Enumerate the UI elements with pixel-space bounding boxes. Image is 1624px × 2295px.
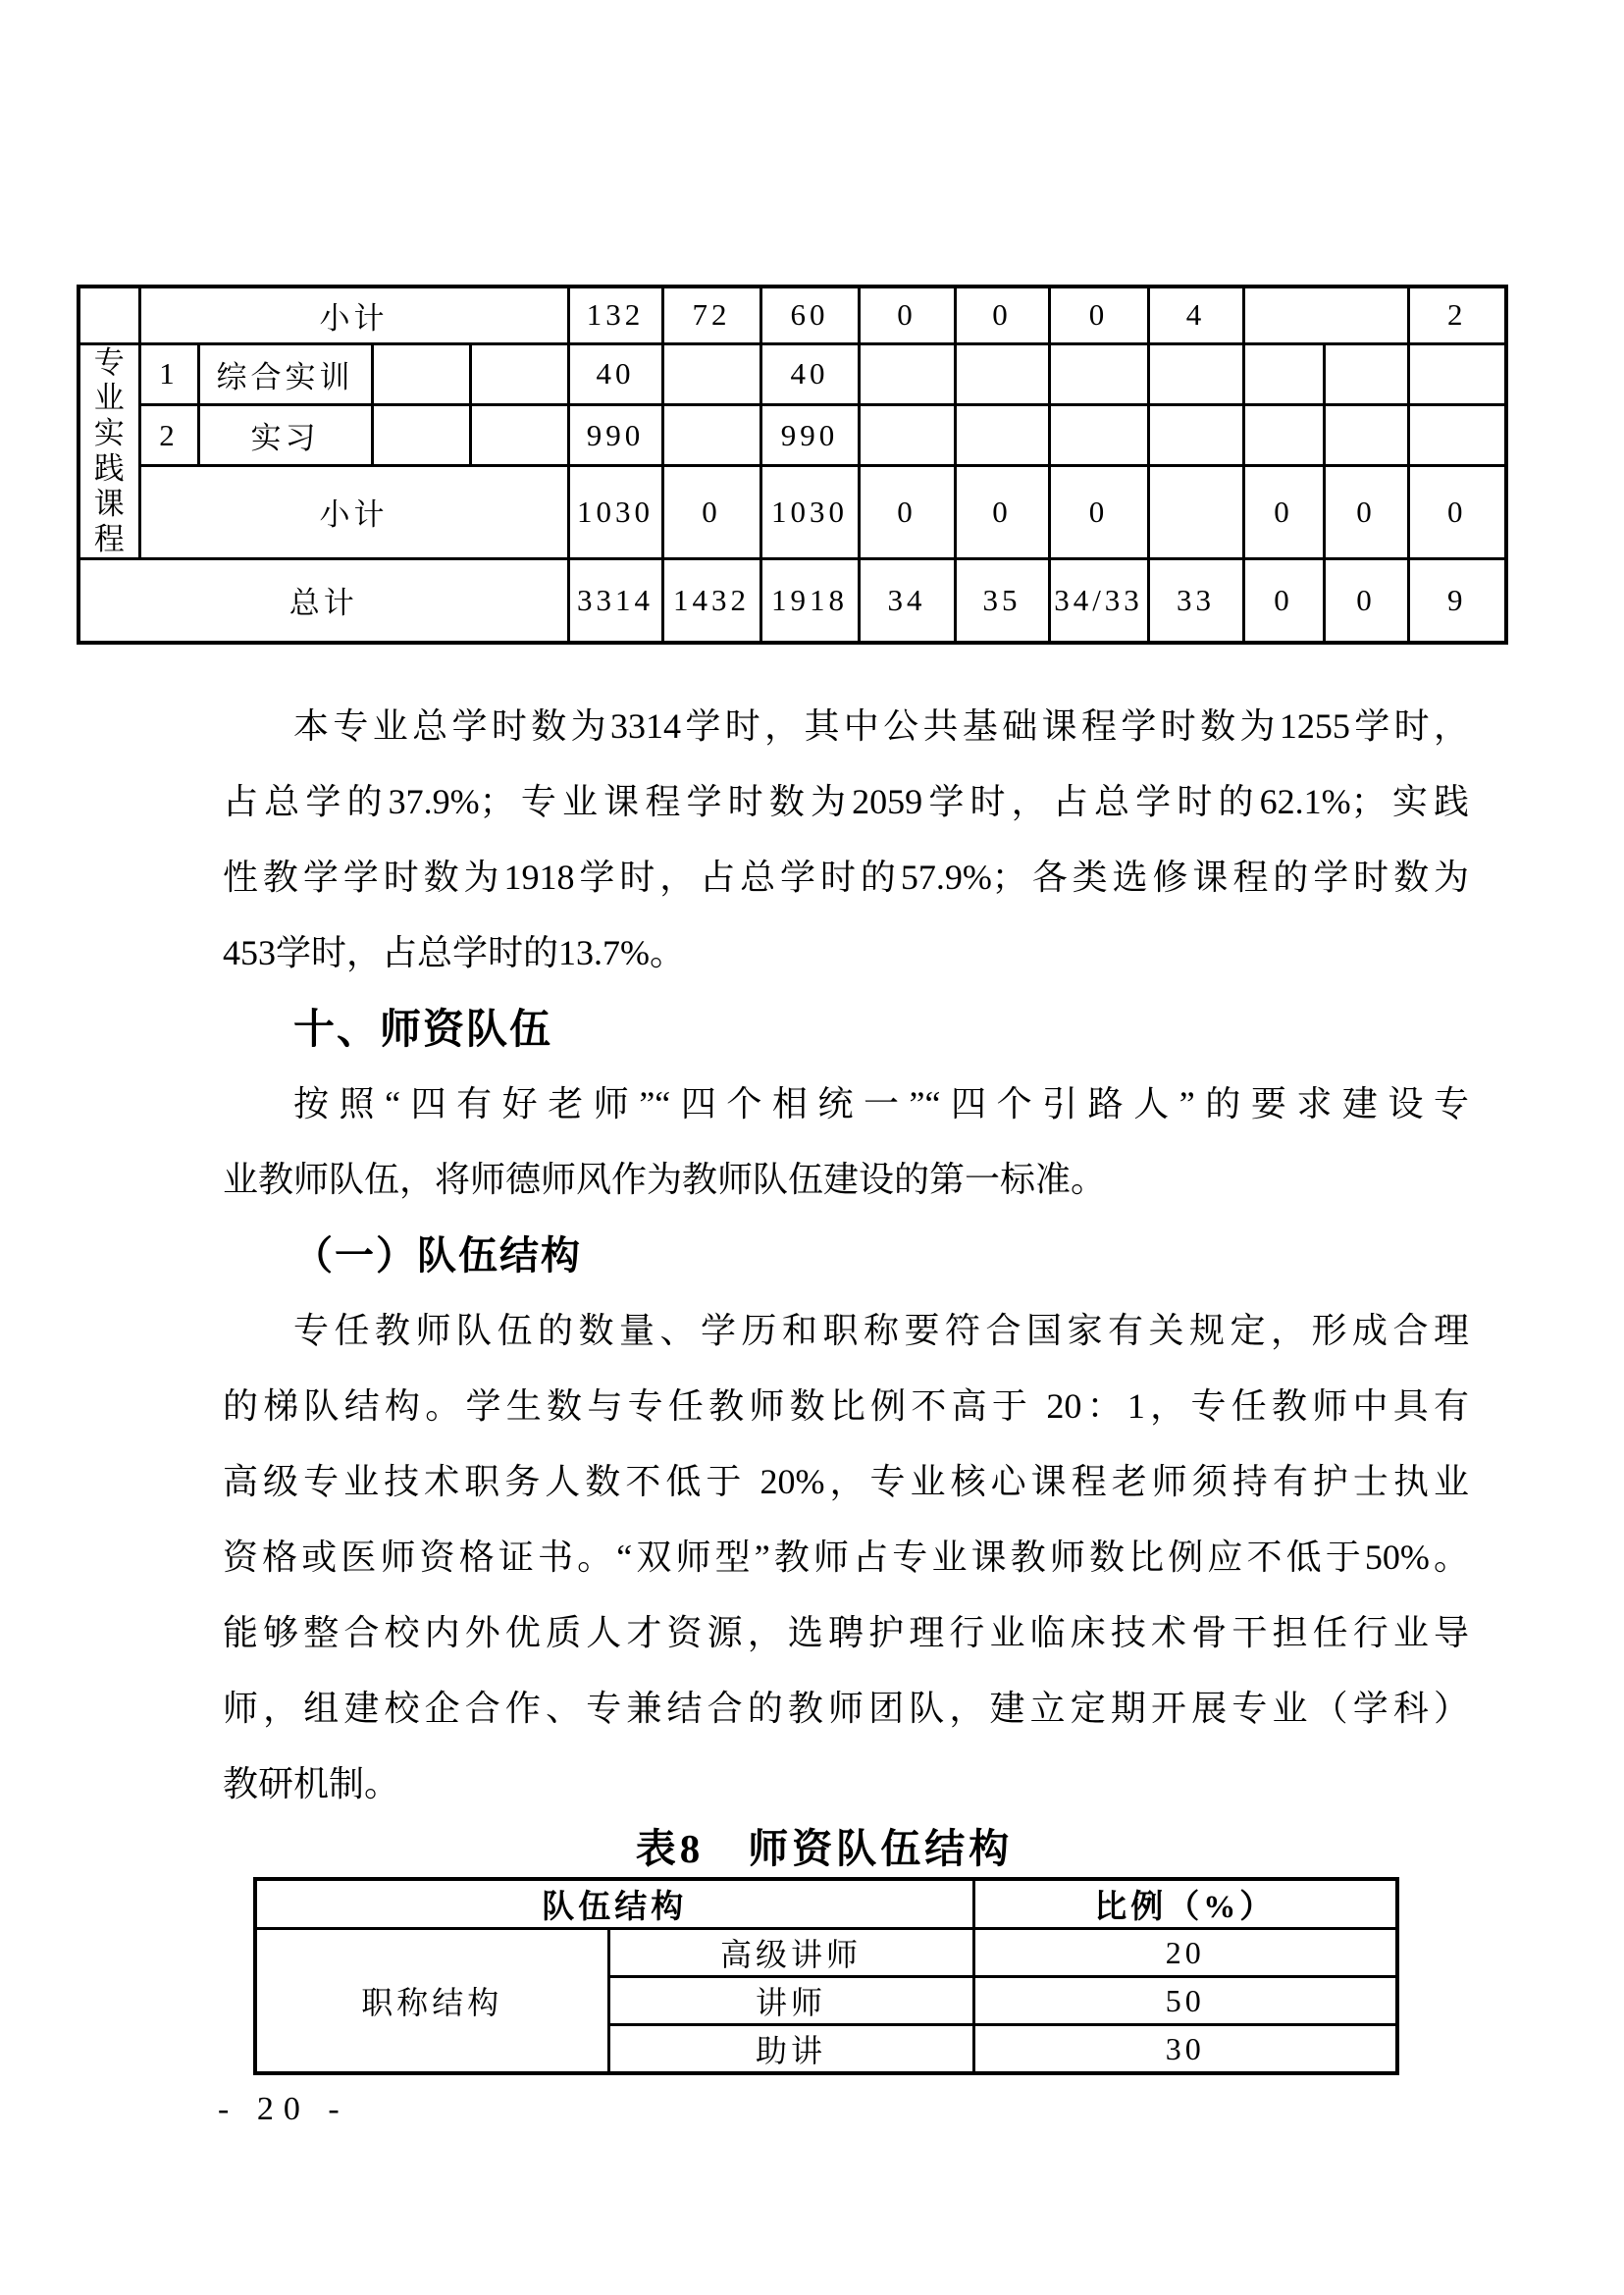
- paragraph-line: 资格或医师资格证书。“双师型”教师占专业课教师数比例应不低于50%。: [223, 1538, 1469, 1577]
- paragraph-line: 专任教师队伍的数量、学历和职称要符合国家有关规定，形成合理: [293, 1311, 1469, 1350]
- paragraph-line: 占总学的37.9%；专业课程学时数为2059学时，占总学时的62.1%；实践: [223, 782, 1469, 821]
- table-header-cell: 比例（%）: [973, 1879, 1397, 1929]
- table-row-item1: [79, 343, 1506, 404]
- table-cell: [955, 343, 1049, 404]
- table-cell-category: [79, 343, 139, 558]
- table-cell: 72: [662, 287, 760, 343]
- table-cell: 34/33: [1049, 558, 1148, 643]
- table-cell: 讲师: [608, 1977, 973, 2025]
- page-number: - 20 -: [218, 2091, 349, 2127]
- table-row-total: [79, 558, 1506, 643]
- table-cell: 0: [955, 287, 1049, 343]
- paragraph-line: 业教师队伍，将师德师风作为教师队伍建设的第一标准。: [223, 1160, 1107, 1199]
- table-cell: 40: [568, 343, 662, 404]
- table-cell: [859, 343, 955, 404]
- table-cell: 0: [1324, 466, 1408, 558]
- table-cell-subtotal-label: 小计: [139, 466, 568, 558]
- table-cell-subtotal-label: 小计: [139, 287, 568, 343]
- table-cell: 40: [760, 343, 859, 404]
- table-cell: [1049, 404, 1148, 465]
- table-cell: 9: [1408, 558, 1506, 643]
- table-cell: 0: [1408, 466, 1506, 558]
- course-hours-table: [77, 285, 1508, 645]
- table-cell: [470, 404, 568, 465]
- table-cell: 0: [955, 466, 1049, 558]
- body-text-column: [223, 689, 1469, 1822]
- table-cell: [1408, 343, 1506, 404]
- table-cell: 高级讲师: [608, 1929, 973, 1977]
- table-cell: [662, 343, 760, 404]
- paragraph-line: 453学时，占总学时的13.7%。: [223, 933, 685, 972]
- table-cell: 990: [760, 404, 859, 465]
- table-cell: [372, 343, 470, 404]
- table8-caption: 表8 师资队伍结构: [635, 1826, 1014, 1871]
- table-cell: 1432: [662, 558, 760, 643]
- table-cell-total-label: 总计: [79, 558, 568, 643]
- paragraph-faculty-intro: [223, 1067, 1469, 1218]
- table-cell: 990: [568, 404, 662, 465]
- table-row-subtotal: [79, 466, 1506, 558]
- table-cell: [1243, 404, 1324, 465]
- table-cell: [1148, 343, 1243, 404]
- paragraph-line: 师，组建校企合作、专兼结合的教师团队，建立定期开展专业（学科）: [223, 1689, 1469, 1728]
- table-cell: 30: [973, 2025, 1397, 2074]
- table-cell-course-name: 实习: [198, 404, 372, 465]
- table-cell: 1918: [760, 558, 859, 643]
- paragraph-line: 按照“四有好老师”“四个相统一”“四个引路人”的要求建设专: [293, 1084, 1469, 1123]
- table-cell: 2: [139, 404, 198, 465]
- table-cell: [1148, 466, 1243, 558]
- table-row-item2: [79, 404, 1506, 465]
- faculty-structure-table: [253, 1877, 1399, 2075]
- subsection-heading-team-structure: （一）队伍结构: [293, 1233, 582, 1278]
- table-cell: [1408, 404, 1506, 465]
- table-cell: [1324, 404, 1408, 465]
- table-cell: [955, 404, 1049, 465]
- table-cell: [1148, 404, 1243, 465]
- table-cell: [662, 404, 760, 465]
- table-cell: 1: [139, 343, 198, 404]
- table-header-row: [255, 1879, 1397, 1929]
- table-cell: 0: [859, 287, 955, 343]
- table-row: [255, 1929, 1397, 1977]
- table-cell: 0: [662, 466, 760, 558]
- table-cell: 50: [973, 1977, 1397, 2025]
- vertical-category-label: 专业实践课程: [93, 344, 125, 556]
- table-cell: 60: [760, 287, 859, 343]
- table-cell: 0: [1243, 558, 1324, 643]
- table-cell: [1243, 343, 1324, 404]
- table-cell: 0: [859, 466, 955, 558]
- table-cell: 4: [1148, 287, 1243, 343]
- paragraph-line: 本专业总学时数为3314学时，其中公共基础课程学时数为1255学时，: [293, 706, 1469, 746]
- table-cell: 0: [1049, 287, 1148, 343]
- table-cell: 助讲: [608, 2025, 973, 2074]
- table-cell: 1030: [760, 466, 859, 558]
- table-cell: [859, 404, 955, 465]
- table-cell: 34: [859, 558, 955, 643]
- table-cell: 0: [1049, 466, 1148, 558]
- paragraph-line: 教研机制。: [223, 1764, 400, 1803]
- table-cell: 35: [955, 558, 1049, 643]
- table-cell: [79, 287, 139, 343]
- table-cell: 0: [1324, 558, 1408, 643]
- paragraph-line: 高级专业技术职务人数不低于 20%，专业核心课程老师须持有护士执业: [223, 1462, 1469, 1501]
- table-cell: 132: [568, 287, 662, 343]
- table-row-subtotal-top: [79, 287, 1506, 343]
- paragraph-line: 性教学学时数为1918学时，占总学时的57.9%；各类选修课程的学时数为: [223, 858, 1469, 897]
- table-cell: [1049, 343, 1148, 404]
- section-heading-faculty: 十、师资队伍: [293, 1006, 553, 1052]
- table-cell: 20: [973, 1929, 1397, 1977]
- paragraph-total-hours: [223, 689, 1469, 991]
- table-header-cell: 队伍结构: [255, 1879, 973, 1929]
- table-cell: 2: [1408, 287, 1506, 343]
- paragraph-line: 能够整合校内外优质人才资源，选聘护理行业临床技术骨干担任行业导: [223, 1613, 1469, 1652]
- table-cell: [372, 404, 470, 465]
- table-cell: 0: [1243, 466, 1324, 558]
- table-cell: [1324, 343, 1408, 404]
- table-cell: 3314: [568, 558, 662, 643]
- table-cell: [470, 343, 568, 404]
- table-cell-course-name: 综合实训: [198, 343, 372, 404]
- table-cell-group-label: 职称结构: [255, 1929, 608, 2074]
- table-cell: [1243, 287, 1408, 343]
- table-cell: 33: [1148, 558, 1243, 643]
- table-cell: 1030: [568, 466, 662, 558]
- paragraph-line: 的梯队结构。学生数与专任教师数比例不高于 20：1，专任教师中具有: [223, 1386, 1469, 1426]
- paragraph-team-structure: [223, 1293, 1469, 1822]
